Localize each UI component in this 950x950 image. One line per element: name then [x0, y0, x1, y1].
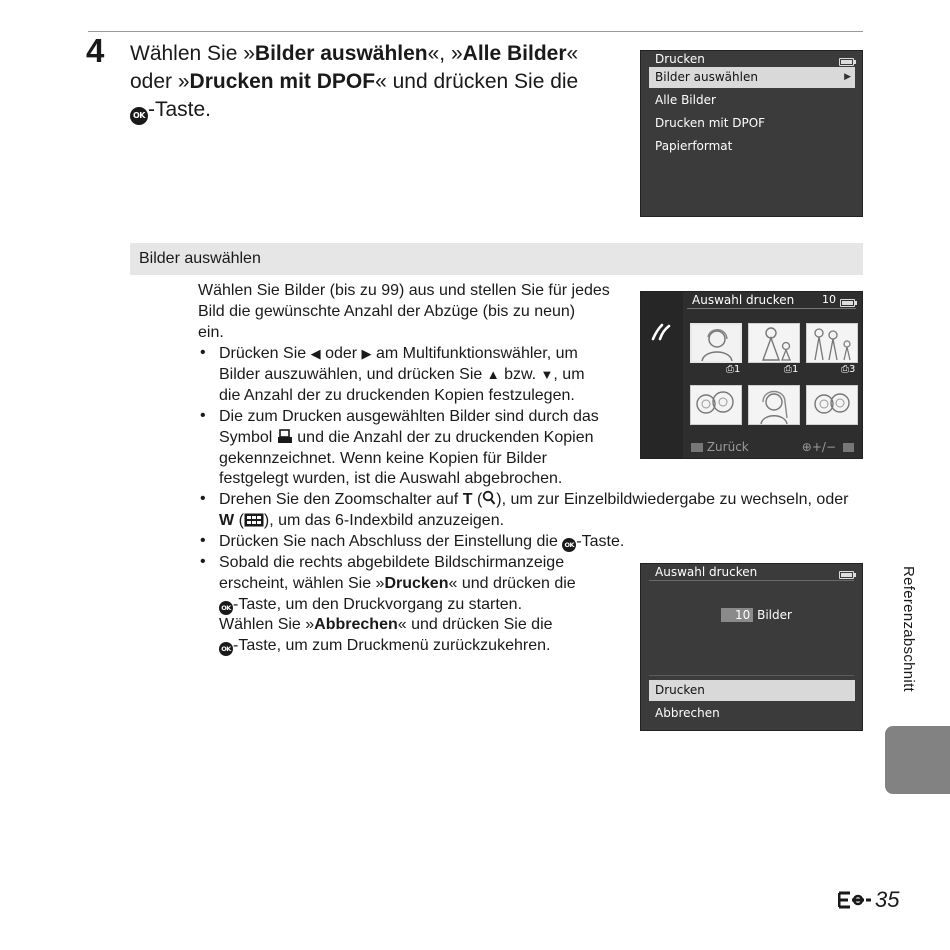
zoom-t-label: T	[462, 491, 473, 508]
thumbnail-image[interactable]	[806, 323, 858, 363]
battery-icon	[839, 58, 854, 66]
reference-section-icon	[838, 891, 872, 909]
thumbnail-grid-icon	[244, 513, 264, 527]
copy-count-label: ⎙1	[726, 364, 741, 375]
ok-button-icon: OK	[562, 538, 576, 552]
top-rule	[88, 31, 863, 32]
copy-count-label: ⎙3	[841, 364, 856, 375]
screen-title: Auswahl drucken	[655, 565, 758, 579]
screen-title: Drucken	[655, 52, 705, 66]
ok-button-icon: OK	[130, 107, 148, 125]
battery-icon	[840, 299, 855, 307]
bullet-confirm: Drücken Sie nach Abschluss der Einstellung die OK -Taste.	[219, 533, 625, 550]
print-confirm-screen	[640, 563, 863, 731]
menu-item-select-images[interactable]: Bilder auswählen ▶	[649, 67, 855, 88]
intro-paragraph: Wählen Sie Bilder (bis zu 99) aus und stellen Sie für jedes Bild die gewünschte Anzahl der Abzüge (bis zu neun) ein.	[198, 282, 610, 341]
bullet-navigation: Drücken Sie ◀ oder ▶ am Multifunktionswähler, um Bilder auszuwählen, und drücken Sie ▲ bzw. ▼, um die Anzahl der zu druckenden Kopien festzulegen.	[219, 345, 585, 404]
chevron-right-icon: ▶	[844, 72, 851, 82]
thumbnail-image[interactable]	[748, 323, 800, 363]
bullet-zoom: Drehen Sie den Zoomschalter auf T ( ), um zur Einzelbildwiedergabe zu wechseln, oder W ( ), um das 6-Indexbild anzuzeigen.	[219, 491, 849, 529]
step-instruction: Wählen Sie »Bilder auswählen«, »Alle Bilder« oder »Drucken mit DPOF« und drücken Sie die OK -Taste.	[130, 40, 630, 125]
section-title: Bilder auswählen	[139, 250, 261, 267]
cancel-option[interactable]: Abbrechen	[655, 706, 720, 720]
image-count: 10 Bilder	[721, 608, 792, 622]
magnifier-icon	[482, 490, 496, 506]
ok-button-icon: OK	[219, 642, 233, 656]
thumbnail-image[interactable]	[690, 323, 742, 363]
thumbnail-image[interactable]	[806, 385, 858, 425]
section-header	[130, 243, 863, 275]
menu-item-dpof[interactable]: Drucken mit DPOF	[655, 116, 766, 130]
arrow-down-icon: ▼	[540, 366, 554, 382]
back-label[interactable]: Zurück	[706, 440, 749, 454]
print-option[interactable]: Drucken	[649, 680, 855, 701]
print-order-icon	[277, 429, 293, 444]
arrow-right-icon: ▶	[361, 346, 372, 361]
multi-selector-icon: ⊕	[801, 440, 812, 454]
page-number: 35	[838, 887, 899, 913]
selected-count: 10	[822, 293, 836, 306]
zoom-w-label: W	[219, 511, 235, 529]
adjust-label: +/−	[811, 440, 836, 454]
side-section-label: Referenzabschnitt	[900, 566, 917, 693]
copy-count-label: ⎙1	[784, 364, 799, 375]
menu-item-paper-size[interactable]: Papierformat	[655, 139, 733, 153]
thumbnail-image[interactable]	[748, 385, 800, 425]
print-selection-screen	[640, 291, 863, 459]
zoom-icon	[843, 443, 854, 452]
menu-item-all-images[interactable]: Alle Bilder	[655, 93, 716, 107]
thumbnail-image[interactable]	[690, 385, 742, 425]
print-menu-screen	[640, 50, 863, 217]
ok-button-icon: OK	[219, 601, 233, 615]
bullet-print-symbol: Die zum Drucken ausgewählten Bilder sind durch das Symbol und die Anzahl der zu druckenden Kopien gekennzeichnet. Wenn keine Kopien für Bilder festgelegt wurden, ist die Auswahl abgebrochen.	[219, 408, 599, 488]
battery-icon	[839, 571, 854, 579]
section-tab	[885, 726, 950, 794]
step-number: 4	[86, 32, 105, 69]
menu-button-icon	[691, 443, 703, 452]
screen-title: Auswahl drucken	[692, 293, 795, 307]
pictbridge-icon	[650, 322, 672, 342]
bullet-final-screen: Sobald die rechts abgebildete Bildschirmanzeige erscheint, wählen Sie »Drucken« und drücken die OK -Taste, um den Druckvorgang zu starten. Wählen Sie »Abbrechen« und drücken Sie die OK -Taste, um zum Druckmenü zurückzukehren.	[219, 554, 576, 655]
arrow-up-icon: ▲	[486, 366, 500, 382]
arrow-left-icon: ◀	[310, 346, 321, 361]
